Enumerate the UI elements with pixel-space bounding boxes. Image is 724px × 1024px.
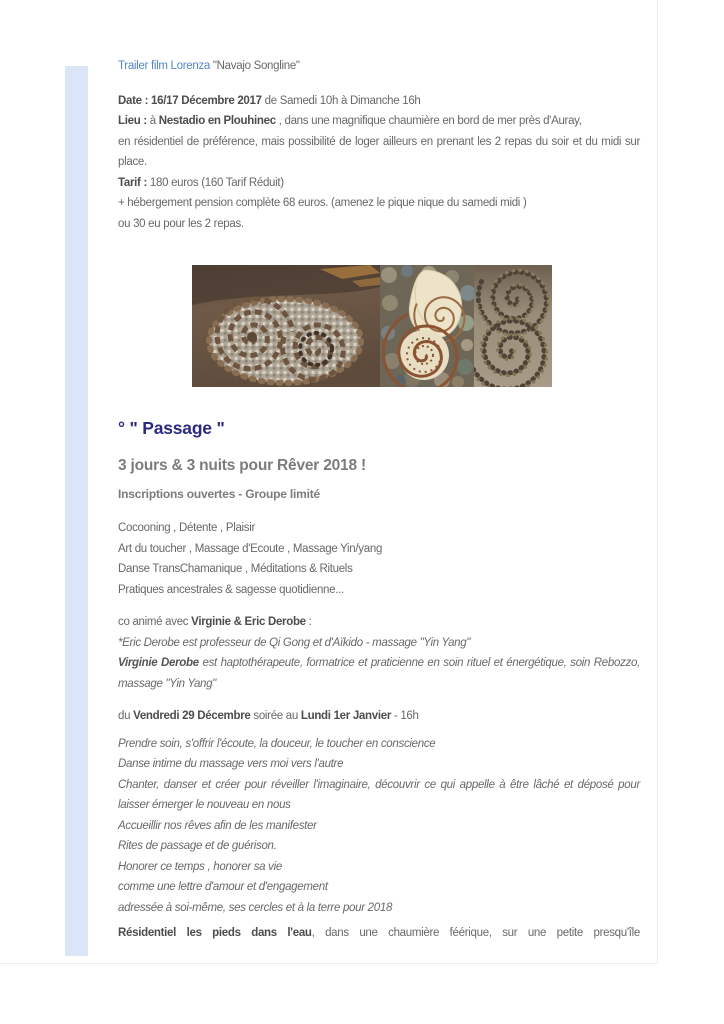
text-segment: , dans une magnifique chaumière en bord de mer près d'Auray, <box>275 115 582 127</box>
text-segment: Date : 16/17 Décembre 2017 <box>118 94 262 107</box>
text-segment: Vendredi 29 Décembre <box>133 710 251 722</box>
nautilus-image <box>380 265 474 387</box>
intentions-poem <box>118 734 640 919</box>
pebble-spiral-photo <box>192 265 380 387</box>
quote-bar <box>65 66 88 956</box>
text-segment: Art du toucher , Massage d'Ecoute , Massage Yin/yang <box>118 542 383 555</box>
text-line <box>118 754 640 775</box>
text-segment: ou 30 eu pour les 2 repas. <box>118 217 244 230</box>
text-segment: Prendre soin, s'offrir l'écoute, la douceur, le toucher en conscience <box>118 737 436 750</box>
text-segment: + hébergement pension complète 68 euros. (amenez le pique nique du samedi midi ) <box>118 197 527 209</box>
text-line <box>118 816 640 837</box>
text-segment: Honorer ce temps , honorer sa vie <box>118 860 282 873</box>
stone-spirals-image <box>474 265 552 387</box>
text-line <box>118 633 640 654</box>
text-segment: Rites de passage et de guérison. <box>118 840 277 852</box>
text-segment: soirée au <box>250 710 301 722</box>
text-line <box>118 56 640 77</box>
text-segment: , dans une chaumière féérique, sur une petite presqu'île <box>311 927 640 939</box>
event-details <box>118 91 640 235</box>
text-line <box>118 612 640 633</box>
text-segment: Virginie & Eric Derobe <box>191 616 306 628</box>
trailer-line <box>118 56 640 77</box>
text-segment: Résidentiel les pieds dans l'eau <box>118 927 312 939</box>
text-line <box>118 132 640 173</box>
facilitators-bios <box>118 612 640 694</box>
text-segment: Danse intime du massage vers moi vers l'autre <box>118 758 344 770</box>
text-segment: Nestadio en Plouhinec <box>158 115 276 127</box>
text-segment: Chanter, danser et créer pour réveiller l'imaginaire, découvrir ce qui appelle à être lâché et déposé pour laisser émerger le nouveau en nous <box>118 778 640 811</box>
text-line <box>118 706 640 727</box>
text-segment: *Eric Derobe est professeur de Qi Gong et d'Aïkido - massage "Yin Yang" <box>118 636 471 649</box>
text-line <box>118 559 640 580</box>
document-body <box>118 0 640 944</box>
text-line <box>118 653 640 694</box>
text-segment: 180 euros (160 Tarif Réduit) <box>147 176 284 189</box>
text-line <box>118 836 640 857</box>
text-segment: Pratiques ancestrales & sagesse quotidienne... <box>118 583 344 596</box>
text-segment: du <box>118 710 134 722</box>
activities-list <box>118 518 640 600</box>
text-segment: à <box>146 115 159 127</box>
text-segment: Tarif : <box>118 176 147 189</box>
text-line <box>118 877 640 898</box>
text-line <box>118 857 640 878</box>
text-line <box>118 775 640 816</box>
section-subtitle: 3 jours & 3 nuits pour Rêver 2018 ! <box>118 457 366 474</box>
text-line <box>118 539 640 560</box>
text-line <box>118 734 640 755</box>
nautilus-photo <box>380 265 474 387</box>
trailer-film-link[interactable]: Trailer film Lorenza <box>118 60 210 72</box>
text-segment: en résidentiel de préférence, mais possibilité de loger ailleurs en prenant les 2 repas du soir et du midi sur place. <box>118 135 640 168</box>
photo-row <box>192 265 640 387</box>
stone-spirals-photo <box>474 265 552 387</box>
text-line <box>118 518 640 539</box>
text-segment: comme une lettre d'amour et d'engagement <box>118 881 328 893</box>
text-segment: Danse TransChamanique , Méditations & Rituels <box>118 563 353 575</box>
pebble-spiral-image <box>192 265 380 387</box>
text-line <box>118 898 640 919</box>
text-segment: "Navajo Songline" <box>210 60 300 72</box>
text-segment: Accueillir nos rêves afin de les manifester <box>118 819 317 832</box>
schedule-line <box>118 706 640 727</box>
registration-note: Inscriptions ouvertes - Groupe limité <box>118 487 320 501</box>
text-segment: de Samedi 10h à Dimanche 16h <box>261 94 421 107</box>
section-title: ° " Passage " <box>118 418 225 438</box>
text-line <box>118 923 640 944</box>
text-segment: - 16h <box>391 710 419 722</box>
text-segment: Lundi 1er Janvier <box>300 710 392 722</box>
residential-clipped-line <box>118 923 640 944</box>
text-segment: Virginie Derobe <box>118 657 199 669</box>
text-segment: Lieu : <box>118 115 147 127</box>
text-line <box>118 214 640 235</box>
text-segment: co animé avec <box>118 616 192 628</box>
text-line <box>118 580 640 601</box>
text-segment: est haptothérapeute, formatrice et praticienne en soin rituel et énergétique, soin Rebozzo, massage "Yin Yang" <box>118 657 640 690</box>
text-line <box>118 91 640 112</box>
text-segment: Cocooning , Détente , Plaisir <box>118 522 256 534</box>
text-line <box>118 193 640 214</box>
text-line <box>118 111 640 132</box>
text-segment: adressée à soi-même, ses cercles et à la terre pour 2018 <box>118 901 393 914</box>
text-segment: : <box>305 616 312 628</box>
text-line <box>118 173 640 194</box>
